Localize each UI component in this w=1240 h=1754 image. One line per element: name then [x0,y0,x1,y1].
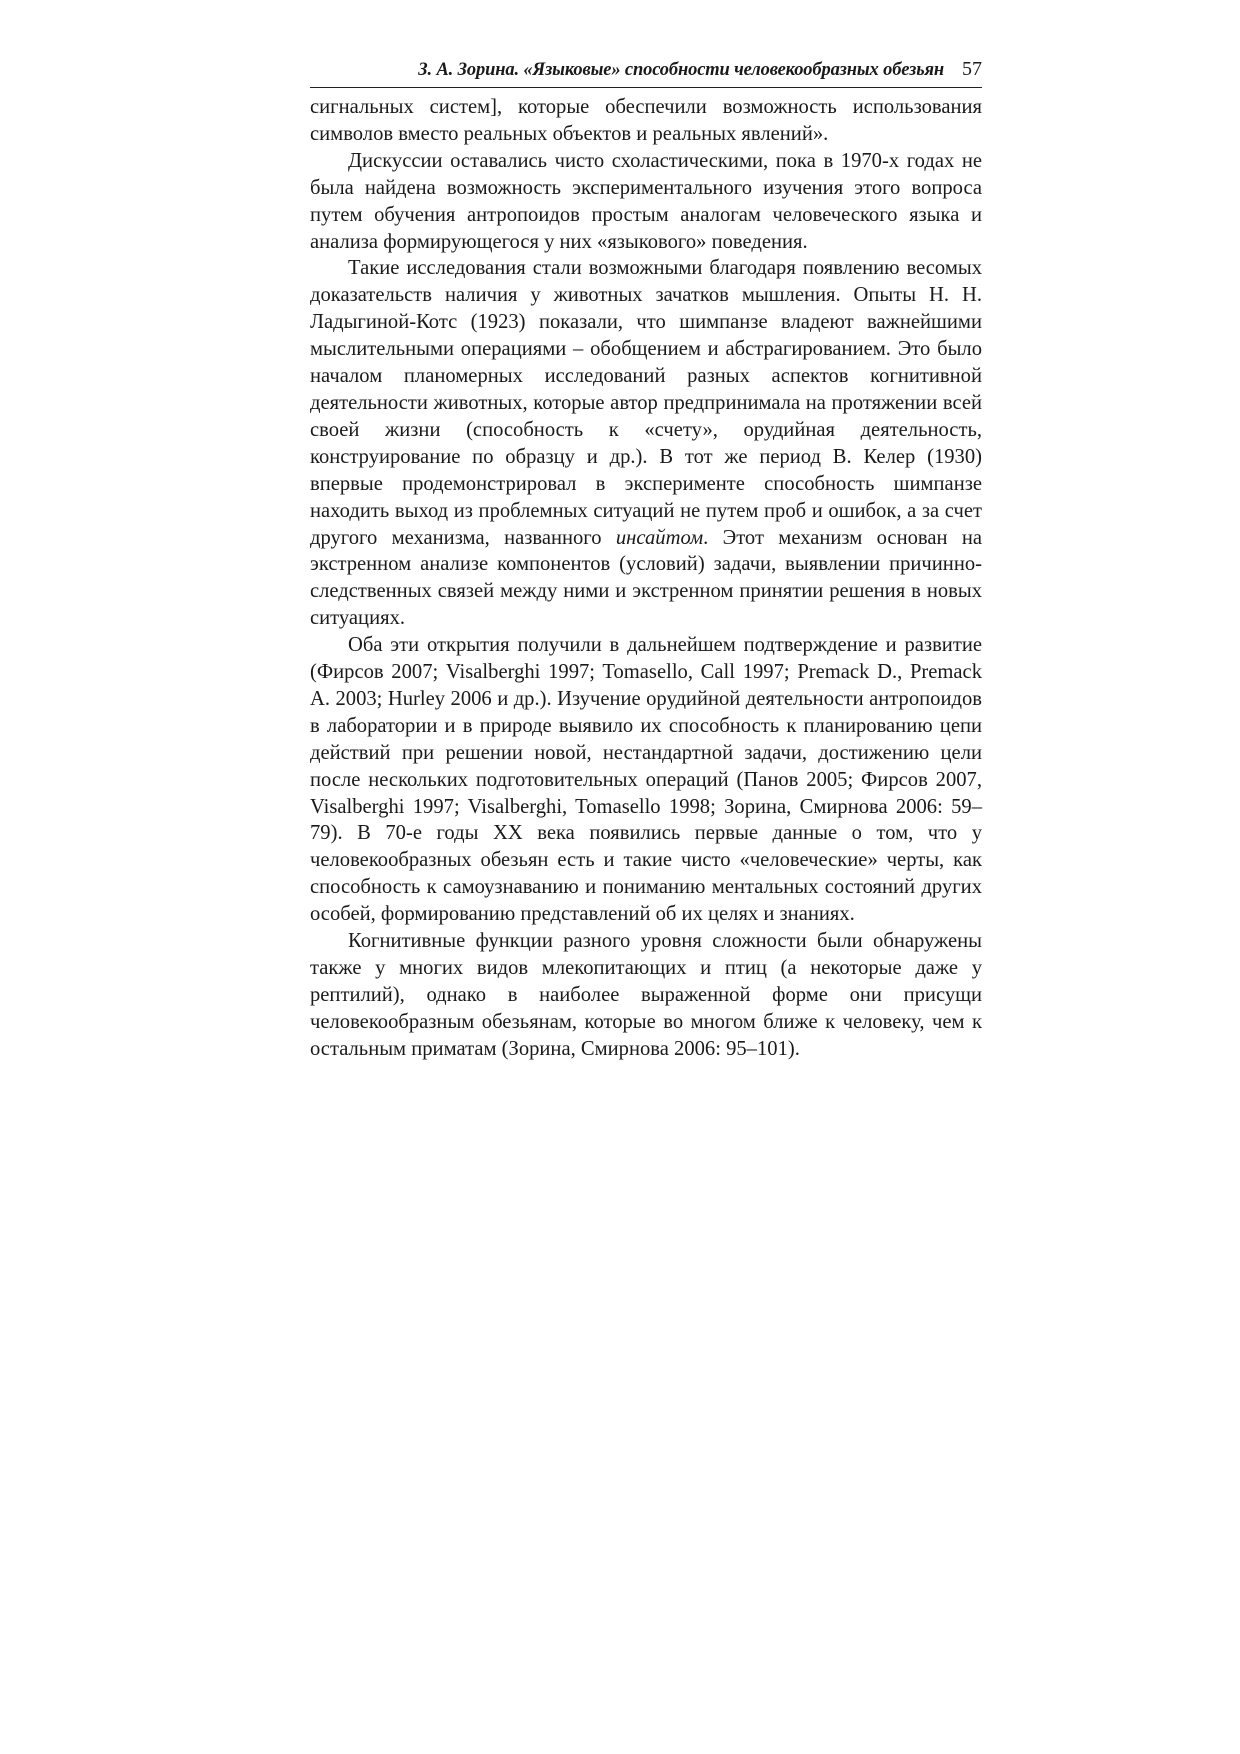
book-page [310,56,982,1063]
paragraph-3-part-1: Такие исследования стали возможными благодаря появлению весомых доказательств наличия у животных зачатков мышления. Опыты Н. Н. Ладыгиной-Котс (1923) показали, что шимпанзе владеют важнейшими мыслительными операциями – обобщением и абстрагированием. Это было началом планомерных исследований разных аспектов когнитивной деятельности животных, которые автор предпринимала на протяжении всей своей жизни (способность к «счету», орудийная деятельность, конструирование по образцу и др.). В тот же период В. Келер (1930) впервые продемонстрировал в эксперименте способность шимпанзе находить выход из проблемных ситуаций не путем проб и ошибок, а за счет другого механизма, названного [310,257,982,549]
running-title: З. А. Зорина. «Языковые» способности человекообразных обезьян [418,60,944,80]
page-number: 57 [962,58,982,80]
paragraph-2: Дискуссии оставались чисто схоластическими, пока в 1970-х годах не была найдена возможность экспериментального изучения этого вопроса путем обучения антропоидов простым аналогам человеческого языка и анализа формирующегося у них «языкового» поведения. [310,149,982,253]
paragraph-5: Когнитивные функции разного уровня сложности были обнаружены также у многих видов млекопитающих и птиц (а некоторые даже у рептилий), однако в наиболее выраженной форме они присущи человекообразным обезьянам, которые во многом ближе к человеку, чем к остальным приматам (Зорина, Смирнова 2006: 95–101). [310,930,982,1060]
paragraph-3-part-2: . Этот механизм основан на экстренном анализе компонентов (условий) задачи, выявлении причинно-следственных связей между ними и экстренном принятии решения в новых ситуациях. [310,526,983,630]
paragraph-4: Оба эти открытия получили в дальнейшем подтверждение и развитие (Фирсов 2007; Visalberghi 1997; Tomasello, Call 1997; Premack D., Premack A. 2003; Hurley 2006 и др.). Изучение орудийной деятельности антропоидов в лаборатории и в природе выявило их способность к планированию цепи действий при решении новой, нестандартной задачи, достижению цели после нескольких подготовительных операций (Панов 2005; Фирсов 2007, Visalberghi 1997; Visalberghi, Tomasello 1998; Зорина, Смирнова 2006: 59–79). В 70-е годы XX века появились первые данные о том, что у человекообразных обезьян есть и такие чисто «человеческие» черты, как способность к самоузнаванию и пониманию ментальных состояний других особей, формированию представлений об их целях и знаниях. [310,634,982,926]
running-header [310,56,982,88]
paragraph-1: сигнальных систем], которые обеспечили возможность использования символов вместо реальных объектов и реальных явлений». [310,96,982,145]
body-text [310,94,982,1063]
insight-term: инсайтом [615,526,704,549]
paragraph-3 [310,255,982,632]
